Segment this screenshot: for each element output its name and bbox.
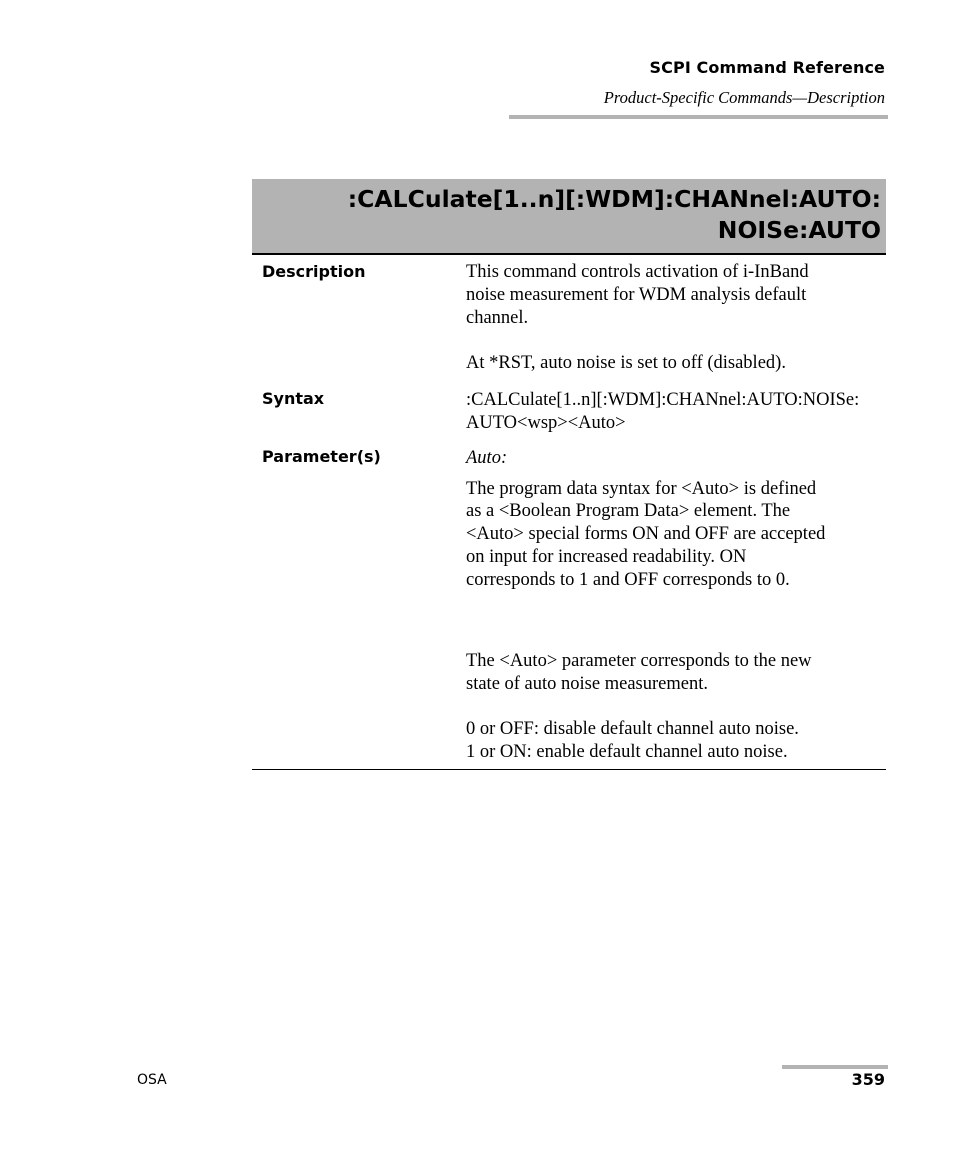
description-line-2: noise measurement for WDM analysis default (466, 285, 807, 305)
parameter-para1-line-3: <Auto> special forms ON and OFF are accepted (466, 524, 826, 544)
command-title-banner (252, 179, 886, 255)
syntax-line-2: AUTO<wsp><Auto> (466, 413, 626, 433)
description-label: Description (262, 262, 366, 281)
parameters-label: Parameter(s) (262, 447, 381, 466)
parameter-value-on: 1 or ON: enable default channel auto noise. (466, 742, 788, 762)
command-title-line-2: NOISe:AUTO (717, 216, 881, 244)
parameter-para1-line-2: as a <Boolean Program Data> element. The (466, 501, 791, 521)
header-rule (509, 115, 888, 119)
parameter-name: Auto: (466, 448, 508, 468)
syntax-label: Syntax (262, 389, 325, 408)
running-header-title: SCPI Command Reference (649, 58, 885, 77)
syntax-line-1: :CALCulate[1..n][:WDM]:CHANnel:AUTO:NOISe: (466, 390, 860, 410)
parameter-para1-line-5: corresponds to 1 and OFF corresponds to 0. (466, 570, 790, 590)
rst-note: At *RST, auto noise is set to off (disabled). (466, 353, 786, 373)
command-title-line-1: :CALCulate[1..n][:WDM]:CHANnel:AUTO: (347, 185, 881, 213)
footer-rule (782, 1065, 888, 1069)
parameter-para2-line-2: state of auto noise measurement. (466, 674, 708, 694)
parameter-para1-line-4: on input for increased readability. ON (466, 547, 747, 567)
running-header-subtitle: Product-Specific Commands—Description (603, 88, 885, 107)
description-line-1: This command controls activation of i-InBand (466, 262, 809, 282)
description-line-3: channel. (466, 308, 529, 328)
footer-product-name: OSA (137, 1072, 167, 1088)
parameter-para1-line-1: The program data syntax for <Auto> is defined (466, 479, 817, 499)
parameter-para2-line-1: The <Auto> parameter corresponds to the new (466, 651, 812, 671)
page-number: 359 (851, 1070, 885, 1089)
parameter-value-off: 0 or OFF: disable default channel auto noise. (466, 719, 799, 739)
table-bottom-rule (252, 769, 886, 770)
